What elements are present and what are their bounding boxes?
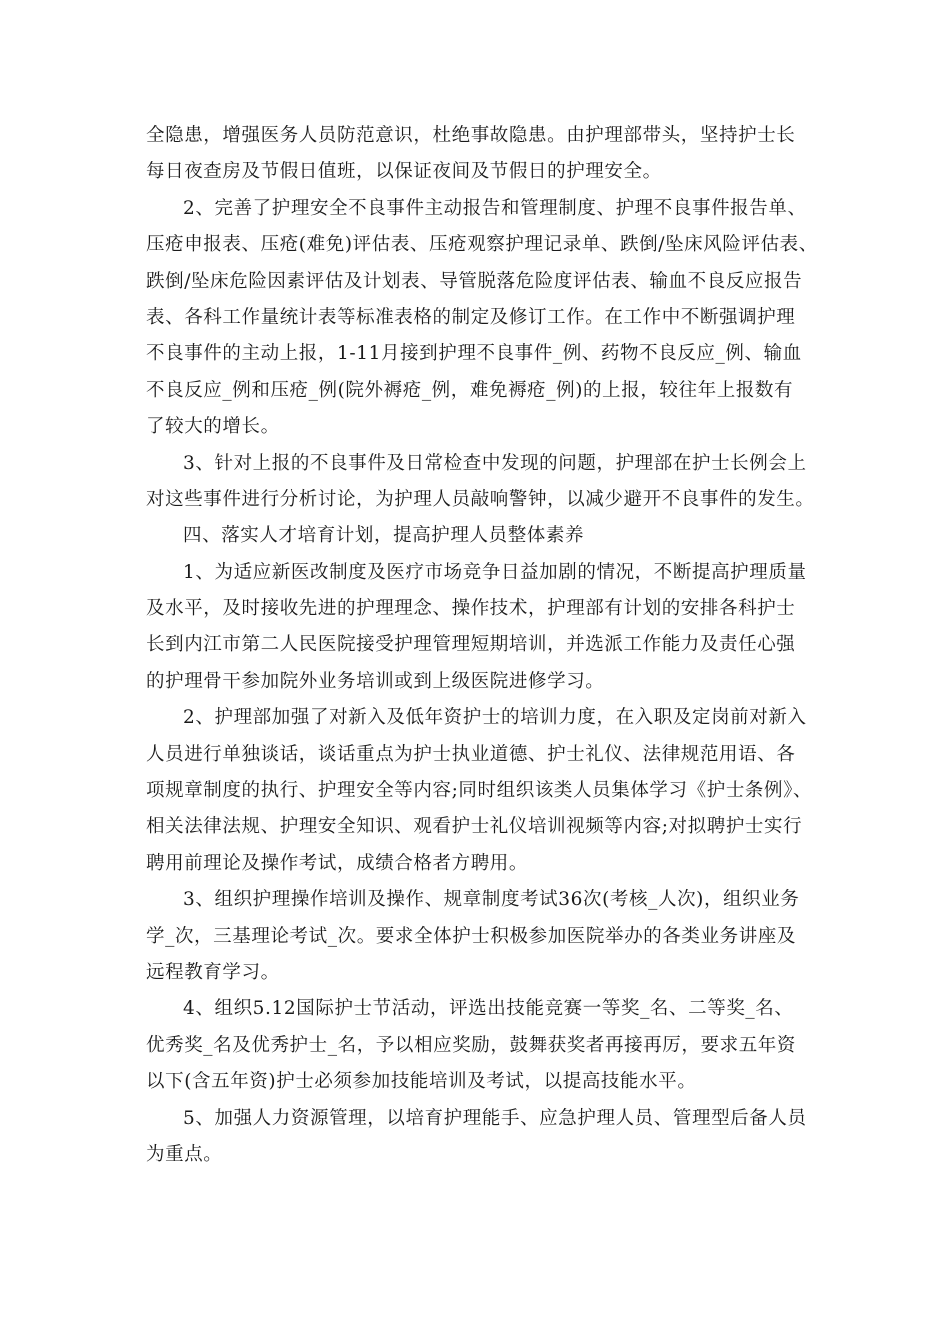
text-line: 对这些事件进行分析讨论，为护理人员敲响警钟，以减少避开不良事件的发生。 xyxy=(146,488,815,510)
text-line: 2、完善了护理安全不良事件主动报告和管理制度、护理不良事件报告单、 xyxy=(183,197,807,219)
text-line: 项规章制度的执行、护理安全等内容;同时组织该类人员集体学习《护士条例》、 xyxy=(146,780,813,802)
text-line: 为重点。 xyxy=(146,1143,223,1165)
text-line: 长到内江市第二人民医院接受护理管理短期培训，并选派工作能力及责任心强 xyxy=(146,634,796,656)
text-line: 压疮申报表、压疮(难免)评估表、压疮观察护理记录单、跌倒/坠床风险评估表、 xyxy=(146,234,818,256)
document-body xyxy=(146,118,816,1173)
text-line: 人员进行单独谈话，谈话重点为护士执业道德、护士礼仪、法律规范用语、各 xyxy=(146,743,796,765)
text-line: 远程教育学习。 xyxy=(146,961,280,983)
text-line: 优秀奖_名及优秀护士_名，予以相应奖励，鼓舞获奖者再接再厉，要求五年资 xyxy=(146,1034,797,1056)
text-line: 4、组织5.12国际护士节活动，评选出技能竞赛一等奖_名、二等奖_名、 xyxy=(183,998,794,1020)
text-line: 以下(含五年资)护士必须参加技能培训及考试，以提高技能水平。 xyxy=(146,1071,697,1093)
text-line: 学_次，三基理论考试_次。要求全体护士积极参加医院举办的各类业务讲座及 xyxy=(146,925,797,947)
text-line: 的护理骨干参加院外业务培训或到上级医院进修学习。 xyxy=(146,670,605,692)
text-line: 聘用前理论及操作考试，成绩合格者方聘用。 xyxy=(146,852,529,874)
text-line: 2、护理部加强了对新入及低年资护士的培训力度，在入职及定岗前对新入 xyxy=(183,707,807,729)
text-line: 跌倒/坠床危险因素评估及计划表、导管脱落危险度评估表、输血不良反应报告 xyxy=(146,270,803,292)
text-line: 全隐患，增强医务人员防范意识，杜绝事故隐患。由护理部带头，坚持护士长 xyxy=(146,125,796,146)
text-line: 不良反应_例和压疮_例(院外褥疮_例，难免褥疮_例)的上报，较往年上报数有 xyxy=(146,379,794,401)
text-line: 3、针对上报的不良事件及日常检查中发现的问题，护理部在护士长例会上 xyxy=(183,452,807,474)
text-line: 相关法律法规、护理安全知识、观看护士礼仪培训视频等内容;对拟聘护士实行 xyxy=(146,816,803,838)
text-line: 3、组织护理操作培训及操作、规章制度考试36次(考核_人次)，组织业务 xyxy=(183,889,800,911)
text-line: 了较大的增长。 xyxy=(146,416,280,438)
text-line: 四、落实人才培育计划，提高护理人员整体素养 xyxy=(183,525,585,547)
text-line: 不良事件的主动上报，1-11月接到护理不良事件_例、药物不良反应_例、输血 xyxy=(146,343,802,365)
text-line: 1、为适应新医改制度及医疗市场竞争日益加剧的情况，不断提高护理质量 xyxy=(183,561,807,583)
text-line: 及水平，及时接收先进的护理理念、操作技术，护理部有计划的安排各科护士 xyxy=(146,598,796,620)
text-line: 表、各科工作量统计表等标准表格的制定及修订工作。在工作中不断强调护理 xyxy=(146,306,796,328)
text-line: 每日夜查房及节假日值班，以保证夜间及节假日的护理安全。 xyxy=(146,161,662,183)
text-line: 5、加强人力资源管理，以培育护理能手、应急护理人员、管理型后备人员 xyxy=(183,1107,807,1129)
